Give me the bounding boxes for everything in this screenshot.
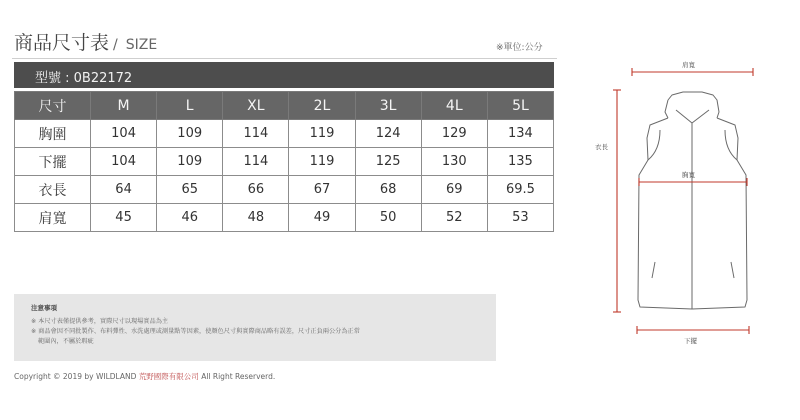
copyright-company: 荒野國際有限公司 <box>138 372 199 381</box>
column-header: L <box>157 92 223 120</box>
chest-label: 胸寬 <box>682 171 695 179</box>
row-label: 肩寬 <box>15 204 91 232</box>
table-cell: 135 <box>487 148 553 176</box>
column-header: XL <box>223 92 289 120</box>
title-separator: / <box>113 37 118 53</box>
hem-label: 下擺 <box>684 337 697 345</box>
pocket-right <box>731 262 734 278</box>
table-cell: 114 <box>223 148 289 176</box>
column-header: 4L <box>421 92 487 120</box>
notes-line: ※ 商品會因不同批製作、布料彈性、水洗處理或測量點等因素，使顏色尺寸與實際商品略有誤差，尺寸正負兩公分為正常 <box>31 328 360 335</box>
notes-line: 範圍內，不屬於瑕疵 <box>38 338 94 345</box>
column-header: 尺寸 <box>15 92 91 120</box>
table-cell: 48 <box>223 204 289 232</box>
table-cell: 130 <box>421 148 487 176</box>
table-cell: 67 <box>289 176 355 204</box>
table-cell: 114 <box>223 120 289 148</box>
row-label: 下擺 <box>15 148 91 176</box>
table-cell: 45 <box>91 204 157 232</box>
shoulder-measure <box>632 68 753 76</box>
pocket-left <box>652 262 655 278</box>
column-header: M <box>91 92 157 120</box>
table-cell: 53 <box>487 204 553 232</box>
row-label: 胸圍 <box>15 120 91 148</box>
table-cell: 109 <box>157 148 223 176</box>
table-cell: 104 <box>91 148 157 176</box>
table-cell: 66 <box>223 176 289 204</box>
copyright-prefix: Copyright © 2019 by WILDLAND <box>14 372 137 381</box>
copyright-suffix: All Right Reserverd. <box>201 372 276 381</box>
table-cell: 46 <box>157 204 223 232</box>
table-cell: 104 <box>91 120 157 148</box>
table-cell: 119 <box>289 148 355 176</box>
column-header: 5L <box>487 92 553 120</box>
length-measure <box>613 90 621 312</box>
table-cell: 69.5 <box>487 176 553 204</box>
table-cell: 65 <box>157 176 223 204</box>
table-cell: 124 <box>355 120 421 148</box>
row-label: 衣長 <box>15 176 91 204</box>
table-cell: 50 <box>355 204 421 232</box>
table-cell: 52 <box>421 204 487 232</box>
table-cell: 129 <box>421 120 487 148</box>
table-cell: 125 <box>355 148 421 176</box>
title-cn: 商品尺寸表 <box>14 32 110 54</box>
notes-title: 注意事項 <box>31 304 57 312</box>
unit-note: ※單位:公分 <box>496 43 543 53</box>
table-cell: 109 <box>157 120 223 148</box>
model-label: 型號 : 0B22172 <box>35 71 133 86</box>
chest-measure <box>639 178 747 186</box>
table-cell: 69 <box>421 176 487 204</box>
shoulder-label: 肩寬 <box>682 61 695 69</box>
table-cell: 134 <box>487 120 553 148</box>
hem-measure <box>637 326 749 334</box>
notes-line: ※ 本尺寸表僅提供參考，實際尺寸以現場實品為主 <box>31 318 169 325</box>
table-cell: 68 <box>355 176 421 204</box>
table-cell: 49 <box>289 204 355 232</box>
table-cell: 64 <box>91 176 157 204</box>
column-header: 3L <box>355 92 421 120</box>
table-cell: 119 <box>289 120 355 148</box>
column-header: 2L <box>289 92 355 120</box>
title-en: SIZE <box>125 37 158 53</box>
length-label: 衣長 <box>595 143 608 151</box>
